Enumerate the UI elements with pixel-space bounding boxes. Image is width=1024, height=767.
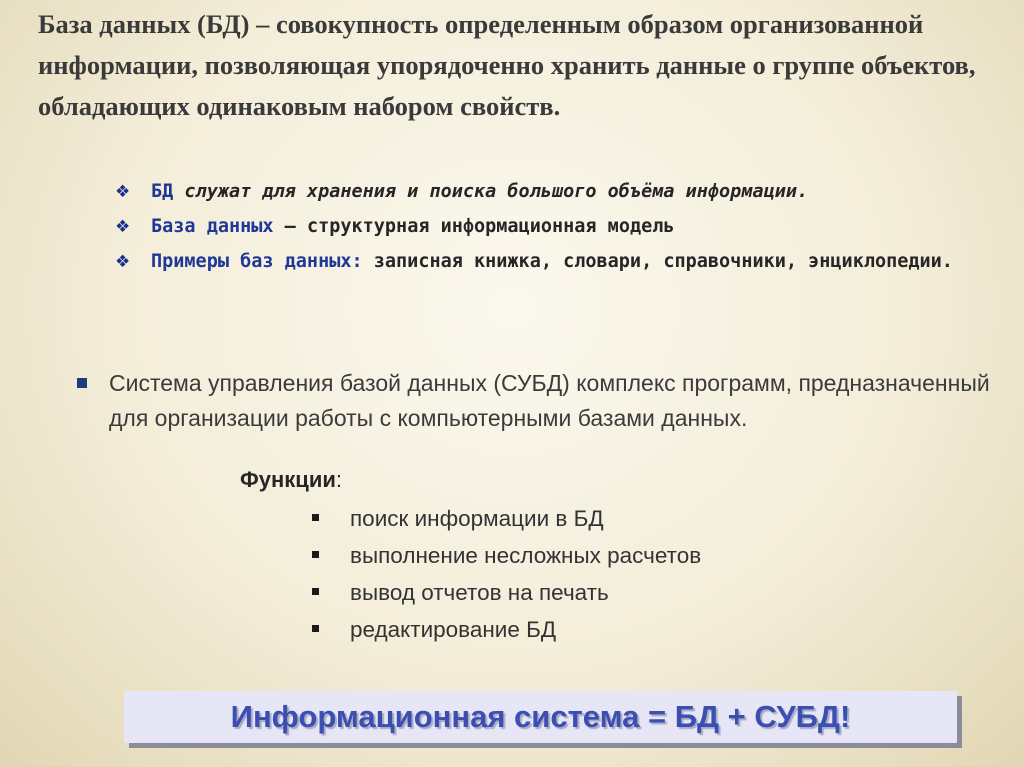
list-item-text: служат для хранения и поиска большого объёма информации. — [173, 181, 809, 202]
list-item — [115, 246, 995, 278]
square-bullet-icon — [312, 514, 319, 521]
functions-colon: : — [335, 467, 343, 492]
definition-text: База данных (БД) – совокупность определенным образом организованной информации, позволяющая упорядоченно хранить данные о группе объектов, обладающих одинаковым набором свойств. — [38, 9, 976, 121]
list-item-lead: Примеры баз данных: — [151, 251, 363, 272]
list-item-dash: – — [273, 216, 296, 237]
square-bullet-icon — [312, 551, 319, 558]
list-item — [310, 540, 730, 572]
diamond-bullet-icon: ❖ — [115, 252, 131, 272]
dbms-paragraph — [72, 366, 992, 436]
summary-banner — [124, 691, 957, 743]
banner-text: Информационная система = БД + СУБД! — [230, 699, 851, 734]
diamond-bullet-icon: ❖ — [115, 217, 131, 237]
functions-label: Функции — [240, 467, 336, 492]
list-item-text: структурная информационная модель — [295, 216, 675, 237]
diamond-bullet-icon: ❖ — [115, 182, 131, 202]
function-text: поиск информации в БД — [350, 506, 604, 531]
list-item — [310, 503, 730, 535]
list-item — [310, 614, 730, 646]
square-bullet-icon — [312, 625, 319, 632]
list-item-text: записная книжка, словари, справочники, энциклопедии. — [362, 251, 953, 272]
dbms-text: Система управления базой данных (СУБД) комплекс программ, предназначенный для организации работы с компьютерными базами данных. — [109, 370, 990, 431]
list-item — [115, 176, 995, 208]
list-item — [115, 211, 995, 243]
list-item-lead: БД — [151, 181, 174, 202]
list-item-lead: База данных — [151, 216, 274, 237]
square-bullet-icon — [77, 378, 87, 388]
database-facts-list — [115, 176, 995, 281]
function-text: выполнение несложных расчетов — [350, 543, 702, 568]
list-item — [310, 577, 730, 609]
function-text: вывод отчетов на печать — [350, 580, 609, 605]
square-bullet-icon — [312, 588, 319, 595]
functions-heading — [240, 464, 342, 496]
functions-list — [310, 503, 730, 651]
function-text: редактирование БД — [350, 617, 557, 642]
